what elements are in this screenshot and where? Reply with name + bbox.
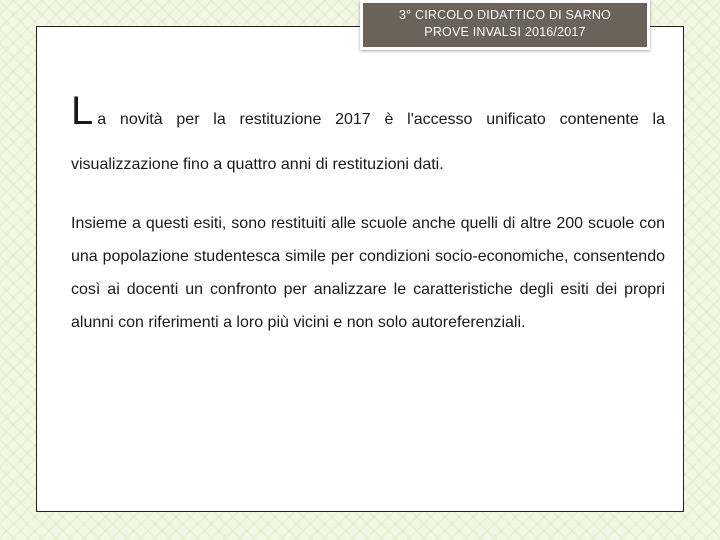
paragraph-1 (71, 89, 665, 187)
slide-content (71, 89, 665, 339)
header-line-2: PROVE INVALSI 2016/2017 (424, 25, 586, 39)
paragraph-1-text: a novità per la restituzione 2017 è l'accesso unificato contenente la visualizzazione fino a quattro anni di restituzioni dati. (71, 111, 665, 173)
drop-cap: L (71, 89, 94, 133)
paragraph-2: Insieme a questi esiti, sono restituiti alle scuole anche quelli di altre 200 scuole con una popolazione studentesca simile per condizioni socio-economiche, consentendo così ai docenti un confronto per analizzare le caratteristiche degli esiti dei propri alunni con riferimenti a loro più vicini e non solo autoreferenziali. (71, 215, 665, 331)
header-line-1: 3° CIRCOLO DIDATTICO DI SARNO (399, 8, 611, 22)
header-box (360, 0, 650, 50)
